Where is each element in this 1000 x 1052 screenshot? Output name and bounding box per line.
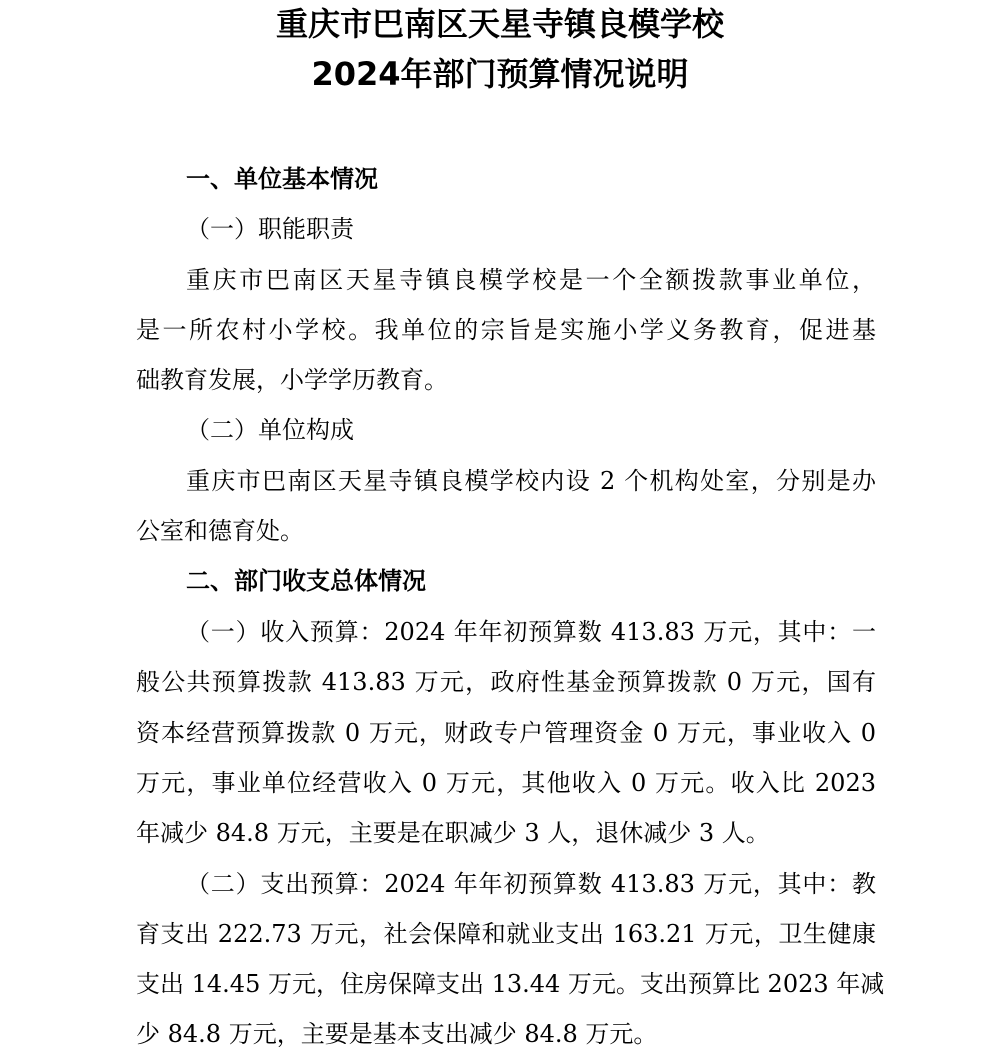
document-title-line-1: 重庆市巴南区天星寺镇良模学校 xyxy=(275,5,724,43)
document-title-line-2: 2024年部门预算情况说明 xyxy=(311,55,689,93)
paragraph-line: 是一所农村小学校。我单位的宗旨是实施小学义务教育，促进基 xyxy=(136,316,876,344)
paragraph-line: 资本经营预算拨款 0 万元，财政专户管理资金 0 万元，事业收入 0 xyxy=(136,719,876,747)
paragraph-line: 万元，事业单位经营收入 0 万元，其他收入 0 万元。收入比 2023 xyxy=(136,769,876,797)
paragraph-line: 育支出 222.73 万元，社会保障和就业支出 163.21 万元，卫生健康 xyxy=(136,920,876,948)
section-2-heading: 二、部门收支总体情况 xyxy=(186,567,426,595)
paragraph-line: 支出 14.45 万元，住房保障支出 13.44 万元。支出预算比 2023 年减 xyxy=(136,970,885,998)
paragraph-line: 重庆市巴南区天星寺镇良模学校是一个全额拨款事业单位， xyxy=(186,266,876,294)
section-1-heading: 一、单位基本情况 xyxy=(186,165,378,193)
subsection-1-1-heading: （一）职能职责 xyxy=(186,215,354,243)
subsection-1-2-heading: （二）单位构成 xyxy=(186,416,354,444)
paragraph-line: 础教育发展，小学学历教育。 xyxy=(136,366,448,394)
paragraph-line: （一）收入预算：2024 年年初预算数 413.83 万元，其中：一 xyxy=(186,618,876,646)
paragraph-line: 般公共预算拨款 413.83 万元，政府性基金预算拨款 0 万元，国有 xyxy=(136,668,876,696)
paragraph-line: 重庆市巴南区天星寺镇良模学校内设 2 个机构处室，分别是办 xyxy=(186,467,876,495)
paragraph-line: （二）支出预算：2024 年年初预算数 413.83 万元，其中：教 xyxy=(186,870,876,898)
paragraph-line: 公室和德育处。 xyxy=(136,517,304,545)
paragraph-line: 年减少 84.8 万元，主要是在职减少 3 人，退休减少 3 人。 xyxy=(136,819,770,847)
paragraph-line: 少 84.8 万元，主要是基本支出减少 84.8 万元。 xyxy=(136,1020,658,1048)
